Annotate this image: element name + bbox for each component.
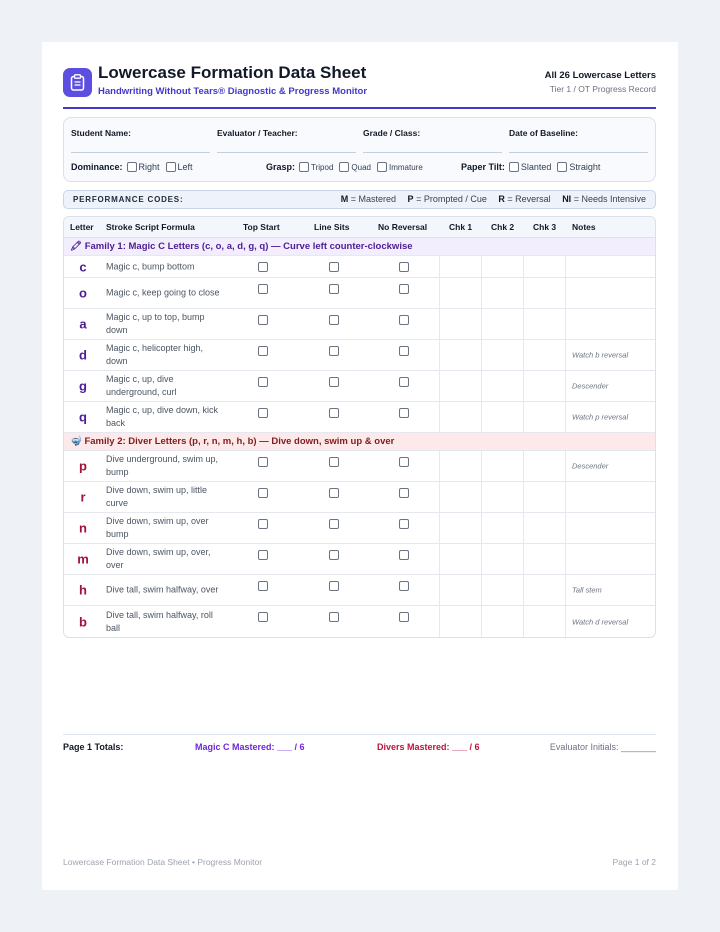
column-divider [565,256,566,277]
baseline-date-label: Date of Baseline: [509,128,578,138]
line-sits-checkbox[interactable] [329,284,339,294]
tilt-straight-label: Straight [569,162,601,172]
letter-cell: o [79,285,87,301]
grasp-tripod-label: Tripod [311,162,334,172]
table-row [64,606,655,637]
table-header-row [64,217,655,238]
table-row [64,402,655,433]
column-divider [523,278,524,308]
evaluator-field[interactable] [217,152,356,153]
line-sits-checkbox[interactable] [329,262,339,272]
family-2-title: 🤿 Family 2: Diver Letters (p, r, n, m, h, b) — Dive down, swim up & over [70,436,395,447]
performance-codes-list [332,194,646,204]
no-reversal-checkbox[interactable] [399,408,409,418]
column-divider [565,544,566,574]
no-reversal-checkbox[interactable] [399,262,409,272]
footer-title: Lowercase Formation Data Sheet • Progress Monitor [63,857,263,867]
no-reversal-checkbox[interactable] [399,377,409,387]
evaluator-label: Evaluator / Teacher: [217,128,298,138]
column-divider [565,340,566,370]
column-divider [565,309,566,339]
column-divider [481,482,482,512]
line-sits-checkbox[interactable] [329,488,339,498]
formation-table [63,216,656,638]
column-divider [481,340,482,370]
student-name-label: Student Name: [71,128,131,138]
performance-codes-title: PERFORMANCE CODES: [73,195,184,204]
col-chk3: Chk 3 [533,222,557,232]
tilt-slanted-label: Slanted [520,162,552,172]
dominance-left-checkbox[interactable] [166,162,176,172]
paper-tilt-label: Paper Tilt: [461,162,505,172]
letter-cell: c [79,259,87,274]
magic-c-total: Magic C Mastered: ___ / 6 [195,742,305,752]
note-cell: Watch p reversal [572,412,629,422]
no-reversal-checkbox[interactable] [399,550,409,560]
table-row [64,340,655,371]
student-name-field[interactable] [71,152,210,153]
no-reversal-checkbox[interactable] [399,284,409,294]
top-start-checkbox[interactable] [258,377,268,387]
family-1-header [64,238,655,256]
table-row [64,575,655,606]
formula-cell: Dive down, swim up, over, over [106,547,211,570]
tier-label: Tier 1 / OT Progress Record [549,84,656,94]
column-divider [565,402,566,432]
top-start-checkbox[interactable] [258,550,268,560]
formula-cell: Magic c, up, dive down, kick back [106,405,219,428]
letters-scope: All 26 Lowercase Letters [544,70,656,81]
no-reversal-checkbox[interactable] [399,488,409,498]
col-line-sits: Line Sits [314,222,350,232]
evaluator-initials: Evaluator Initials: _______ [549,742,656,752]
column-divider [565,513,566,543]
code-r-meaning: = Reversal [507,194,551,204]
column-divider [523,451,524,481]
letter-cell: m [77,551,89,567]
dominance-right-label: Right [138,162,160,172]
letter-cell: d [79,347,87,363]
column-divider [439,575,440,605]
letter-cell: n [79,520,87,536]
top-start-checkbox[interactable] [258,315,268,325]
code-p-meaning: = Prompted / Cue [416,194,487,204]
formula-cell: Dive down, swim up, little curve [106,485,208,508]
column-divider [523,575,524,605]
column-divider [565,451,566,481]
formula-cell: Magic c, helicopter high, down [106,343,204,366]
formula-cell: Magic c, up, dive underground, curl [106,374,177,397]
dominance-group [71,162,199,172]
formula-cell: Dive tall, swim halfway, over [106,584,219,595]
column-divider [523,606,524,637]
table-row [64,451,655,482]
code-ni-meaning: = Needs Intensive [573,194,646,204]
col-no-reversal: No Reversal [378,222,428,232]
note-cell: Descender [572,461,609,471]
grade-label: Grade / Class: [363,128,421,138]
student-info-box [63,117,656,182]
column-divider [523,544,524,574]
column-divider [481,606,482,637]
letter-cell: p [79,458,87,474]
tilt-slanted-checkbox[interactable] [509,162,519,172]
column-divider [481,451,482,481]
letter-cell: r [80,489,86,505]
column-divider [523,513,524,543]
no-reversal-checkbox[interactable] [399,315,409,325]
sheet-header [63,60,656,109]
col-notes: Notes [572,222,596,232]
top-start-checkbox[interactable] [258,612,268,622]
top-start-checkbox[interactable] [258,408,268,418]
table-row [64,482,655,513]
top-start-checkbox[interactable] [258,581,268,591]
column-divider [439,402,440,432]
column-divider [481,402,482,432]
column-divider [481,256,482,277]
line-sits-checkbox[interactable] [329,550,339,560]
top-start-checkbox[interactable] [258,519,268,529]
performance-codes-bar [63,190,656,209]
col-top-start: Top Start [243,222,280,232]
column-divider [481,371,482,401]
note-cell: Watch b reversal [572,350,629,360]
grasp-quad-label: Quad [351,162,371,172]
formula-cell: Magic c, keep going to close [106,287,220,298]
page-subtitle: Handwriting Without Tears® Diagnostic & Progress Monitor [98,86,368,97]
family-2-header [64,433,655,451]
tilt-straight-checkbox[interactable] [557,162,567,172]
no-reversal-checkbox[interactable] [399,612,409,622]
column-divider [481,575,482,605]
column-divider [481,278,482,308]
line-sits-checkbox[interactable] [329,377,339,387]
column-divider [439,340,440,370]
formula-cell: Magic c, up to top, bump down [106,312,205,335]
top-start-checkbox[interactable] [258,346,268,356]
code-m-meaning: = Mastered [350,194,397,204]
page-totals [63,734,656,760]
note-cell: Descender [572,381,609,391]
column-divider [439,513,440,543]
line-sits-checkbox[interactable] [329,519,339,529]
letter-cell: q [79,409,87,425]
grasp-immature-label: Immature [388,162,423,172]
column-divider [565,575,566,605]
top-start-checkbox[interactable] [258,284,268,294]
column-divider [565,278,566,308]
col-letter: Letter [70,222,94,232]
column-divider [439,371,440,401]
no-reversal-checkbox[interactable] [399,581,409,591]
table-row [64,309,655,340]
column-divider [439,482,440,512]
column-divider [523,340,524,370]
column-divider [565,371,566,401]
line-sits-checkbox[interactable] [329,612,339,622]
column-divider [439,309,440,339]
grasp-tripod-checkbox[interactable] [299,162,309,172]
column-divider [439,278,440,308]
line-sits-checkbox[interactable] [329,457,339,467]
family-1-title: 🖍 Family 1: Magic C Letters (c, o, a, d, g, q) — Curve left counter-clockwise [70,241,413,252]
column-divider [523,371,524,401]
code-ni: NI [562,194,572,204]
clipboard-icon [63,68,92,97]
page-number: Page 1 of 2 [612,857,656,867]
column-divider [481,513,482,543]
grade-field[interactable] [363,152,502,153]
code-p: P [407,194,414,204]
table-row [64,256,655,278]
column-divider [481,309,482,339]
col-chk2: Chk 2 [491,222,515,232]
column-divider [565,606,566,637]
paper-tilt-group [461,162,606,172]
column-divider [565,482,566,512]
no-reversal-checkbox[interactable] [399,519,409,529]
divers-total: Divers Mastered: ___ / 6 [377,742,480,752]
dominance-left-label: Left [177,162,193,172]
line-sits-checkbox[interactable] [329,581,339,591]
letter-cell: h [79,582,87,598]
no-reversal-checkbox[interactable] [399,457,409,467]
grasp-immature-checkbox[interactable] [377,162,387,172]
code-r: R [498,194,505,204]
column-divider [439,544,440,574]
formula-cell: Dive tall, swim halfway, roll ball [106,609,213,633]
note-cell: Tall stem [572,585,602,595]
column-divider [523,482,524,512]
top-start-checkbox[interactable] [258,488,268,498]
grasp-quad-checkbox[interactable] [339,162,349,172]
column-divider [439,451,440,481]
column-divider [481,544,482,574]
line-sits-checkbox[interactable] [329,346,339,356]
table-row [64,371,655,402]
code-m: M [340,194,349,204]
grasp-label: Grasp: [266,162,296,172]
data-sheet-page [42,42,678,890]
column-divider [523,309,524,339]
dominance-label: Dominance: [71,162,123,172]
letter-cell: a [79,316,87,332]
table-row [64,544,655,575]
top-start-checkbox[interactable] [258,457,268,467]
line-sits-checkbox[interactable] [329,408,339,418]
column-divider [439,606,440,637]
letter-cell: b [79,614,87,629]
page-title: Lowercase Formation Data Sheet [98,63,367,82]
col-chk1: Chk 1 [449,222,473,232]
letter-cell: g [79,378,87,394]
no-reversal-checkbox[interactable] [399,346,409,356]
totals-label: Page 1 Totals: [63,742,124,752]
line-sits-checkbox[interactable] [329,315,339,325]
formula-cell: Magic c, bump bottom [106,261,195,271]
column-divider [523,256,524,277]
top-start-checkbox[interactable] [258,262,268,272]
column-divider [439,256,440,277]
col-formula: Stroke Script Formula [106,222,195,232]
dominance-right-checkbox[interactable] [127,162,137,172]
column-divider [523,402,524,432]
grasp-group [266,162,429,172]
note-cell: Watch d reversal [572,617,629,626]
formula-cell: Dive down, swim up, over bump [106,516,209,539]
table-row [64,513,655,544]
formula-cell: Dive underground, swim up, bump [106,454,219,477]
baseline-date-field[interactable] [509,152,648,153]
table-row [64,278,655,309]
